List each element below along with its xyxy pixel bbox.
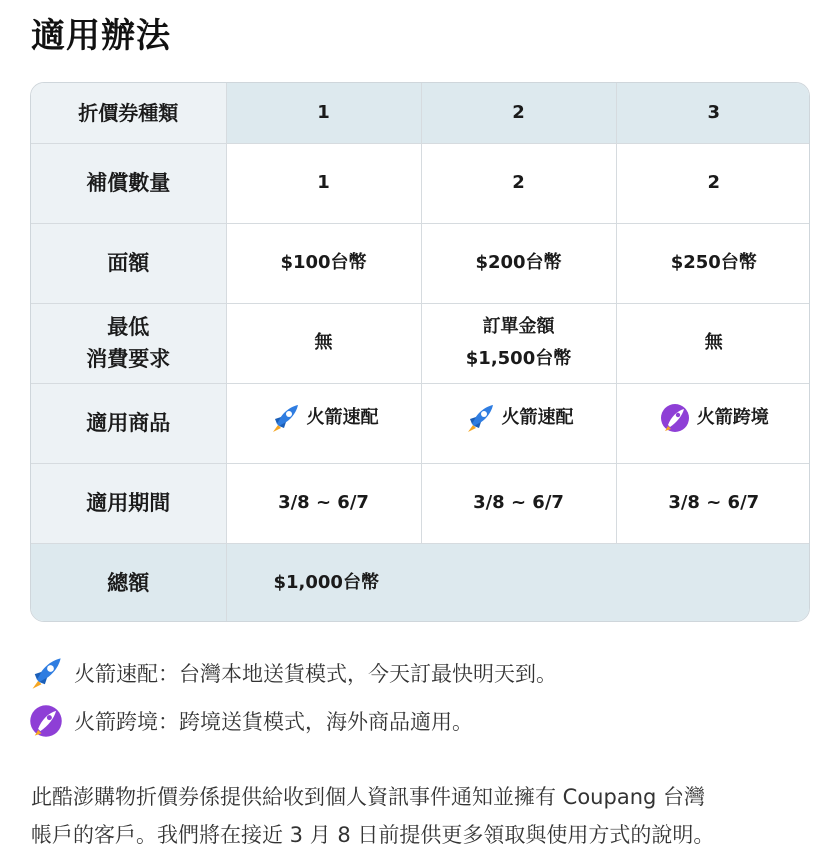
rocket-icon xyxy=(269,402,301,434)
table-row xyxy=(31,383,810,463)
rocket-icon xyxy=(28,655,64,691)
table-cell xyxy=(616,383,810,463)
global-rocket-icon xyxy=(659,402,691,434)
table-row xyxy=(31,463,810,543)
page-title: 適用辦法 xyxy=(31,16,171,56)
legend-text: 火箭跨境：跨境送貨模式，海外商品適用。 xyxy=(74,710,473,734)
row-label-quantity: 補償數量 xyxy=(31,143,226,223)
total-value: $1,000台幣 xyxy=(226,543,810,622)
legend-item xyxy=(28,703,473,739)
notice-line: 此酷澎購物折價券係提供給收到個人資訊事件通知並擁有 Coupang 台灣 xyxy=(31,785,706,809)
table-header-row xyxy=(31,83,810,143)
cell-line: $1,500台幣 xyxy=(465,348,572,369)
table-cell: 3/8 ~ 6/7 xyxy=(226,463,421,543)
product-label: 火箭跨境 xyxy=(696,406,769,428)
table-cell xyxy=(226,303,421,383)
product-label: 火箭速配 xyxy=(306,406,379,428)
header-col-2: 2 xyxy=(421,83,616,143)
row-label-line: 消費要求 xyxy=(86,347,171,371)
notice-paragraph xyxy=(31,778,811,854)
table-cell: 3/8 ~ 6/7 xyxy=(616,463,810,543)
table-cell xyxy=(616,303,810,383)
row-label-products: 適用商品 xyxy=(31,383,226,463)
rocket-icon xyxy=(464,402,496,434)
legend-text: 火箭速配：台灣本地送貨模式，今天訂最快明天到。 xyxy=(74,662,557,686)
header-label: 折價券種類 xyxy=(31,83,226,143)
table-cell: 2 xyxy=(616,143,810,223)
table-cell: $100台幣 xyxy=(226,223,421,303)
row-label-face-value: 面額 xyxy=(31,223,226,303)
cell-line: 無 xyxy=(704,332,723,353)
header-col-1: 1 xyxy=(226,83,421,143)
table-cell: 3/8 ~ 6/7 xyxy=(421,463,616,543)
notice-line: 帳戶的客戶。我們將在接近 3 月 8 日前提供更多領取與使用方式的說明。 xyxy=(31,823,715,847)
table-cell xyxy=(421,303,616,383)
coupon-table xyxy=(30,82,810,622)
total-label: 總額 xyxy=(31,543,226,622)
cell-line: 訂單金額 xyxy=(482,316,555,337)
cell-line: 無 xyxy=(314,332,333,353)
table-cell: $250台幣 xyxy=(616,223,810,303)
row-label-period: 適用期間 xyxy=(31,463,226,543)
table-total-row xyxy=(31,543,810,622)
legend-item xyxy=(28,655,557,691)
table-cell xyxy=(226,383,421,463)
table-cell xyxy=(421,383,616,463)
table-cell: 1 xyxy=(226,143,421,223)
row-label-line: 最低 xyxy=(107,315,150,339)
table-row xyxy=(31,303,810,383)
table-row xyxy=(31,223,810,303)
table-row xyxy=(31,143,810,223)
table-cell: 2 xyxy=(421,143,616,223)
global-rocket-icon xyxy=(28,703,64,739)
row-label-min-spend xyxy=(31,303,226,383)
product-label: 火箭速配 xyxy=(501,406,574,428)
header-col-3: 3 xyxy=(616,83,810,143)
table-cell: $200台幣 xyxy=(421,223,616,303)
